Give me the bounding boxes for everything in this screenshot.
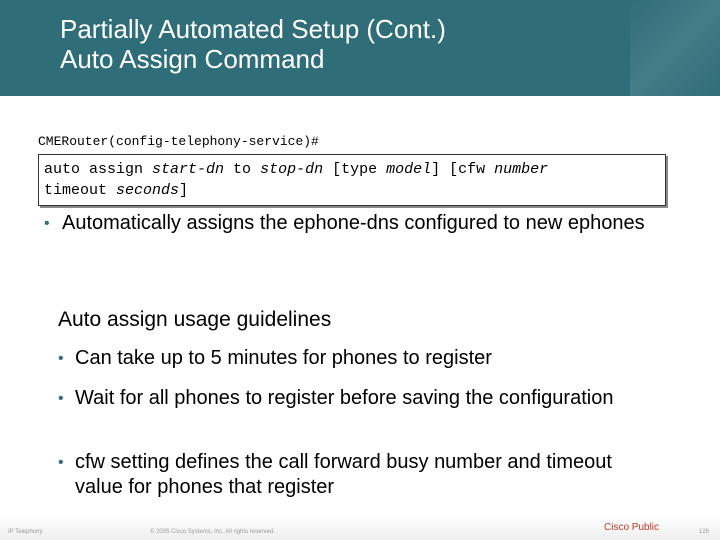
footer-course-label: IP Telephony (8, 529, 43, 535)
slide-title (60, 14, 446, 74)
footer-copyright: © 2005 Cisco Systems, Inc. All rights reserved. (150, 529, 275, 535)
cmd-keyword: ] (179, 182, 189, 199)
cmd-arg-seconds: seconds (116, 182, 180, 199)
cmd-keyword: [type (323, 161, 387, 178)
sub-bullet-text: Wait for all phones to register before saving the configuration (75, 387, 614, 409)
footer-page-number: 128 (699, 529, 710, 535)
sub-bullet-text: cfw setting defines the call forward busy number and timeout value for phones that register (75, 451, 612, 498)
command-syntax (44, 159, 548, 201)
cmd-keyword: timeout (44, 182, 117, 199)
bullet-icon: • (58, 454, 64, 471)
cmd-keyword: ] [cfw (431, 161, 495, 178)
cmd-arg-start-dn: start-dn (152, 161, 225, 178)
title-line-2: Auto Assign Command (60, 44, 325, 74)
cli-prompt: CMERouter(config-telephony-service)# (38, 134, 319, 149)
command-line-2 (44, 180, 548, 201)
bullet-icon: • (58, 350, 64, 367)
cmd-arg-model: model (386, 161, 432, 178)
main-bullet-text: Automatically assigns the ephone-dns configured to new ephones (62, 212, 645, 234)
command-line-1 (44, 159, 548, 180)
bullet-icon: • (44, 215, 50, 232)
footer-classification: Cisco Public (604, 522, 660, 533)
bullet-icon: • (58, 390, 64, 407)
slide-header (0, 0, 720, 96)
cmd-arg-stop-dn: stop-dn (260, 161, 324, 178)
sub-bullet-text: Can take up to 5 minutes for phones to register (75, 347, 492, 369)
command-syntax-box (38, 154, 666, 206)
cmd-arg-number: number (494, 161, 549, 178)
title-line-1: Partially Automated Setup (Cont.) (60, 14, 446, 44)
cmd-keyword: to (224, 161, 261, 178)
cmd-keyword: auto assign (44, 161, 153, 178)
guidelines-heading: Auto assign usage guidelines (58, 308, 332, 331)
header-decoration (630, 0, 720, 96)
